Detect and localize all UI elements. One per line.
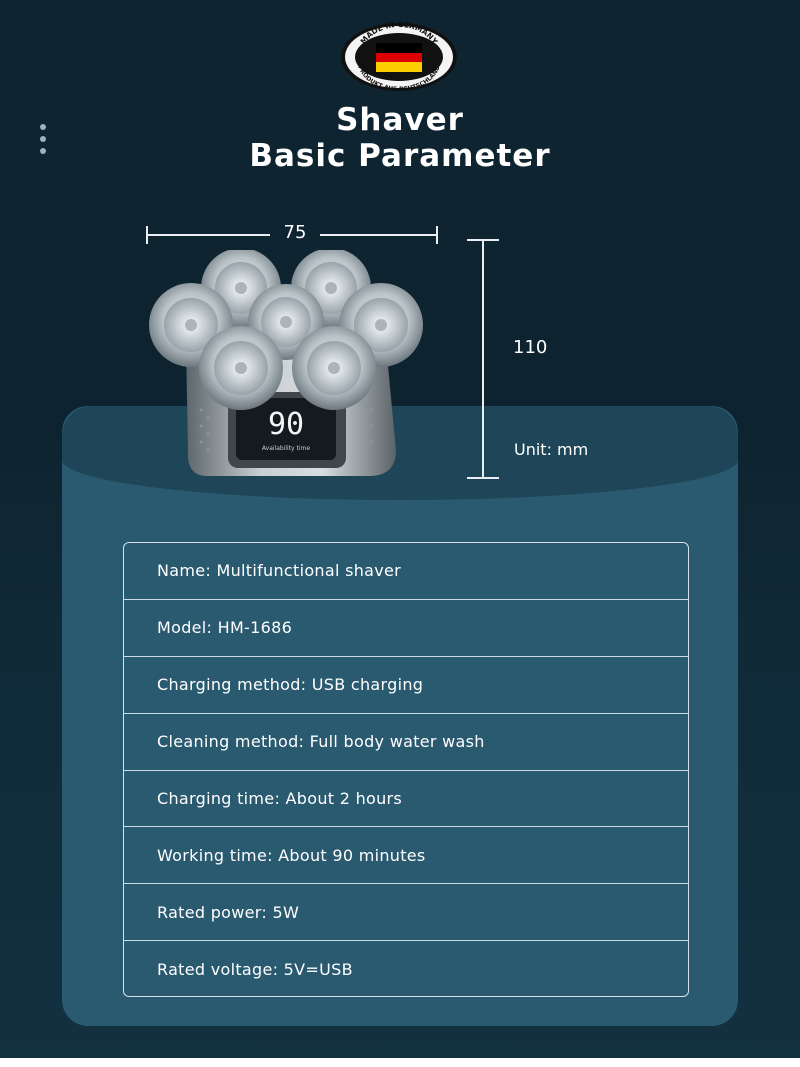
width-tick-right <box>436 226 438 244</box>
width-tick-left <box>146 226 148 244</box>
display-caption: Availability time <box>261 445 311 452</box>
display-value: 90 <box>267 407 305 442</box>
width-label: 75 <box>270 220 320 246</box>
spec-table <box>123 542 689 997</box>
spec-row-model: Model: HM-1686 <box>124 600 688 657</box>
shaver-product-image <box>146 250 426 482</box>
spec-row-charging-time: Charging time: About 2 hours <box>124 771 688 828</box>
bottom-edge <box>0 1058 800 1067</box>
spec-row-working-time: Working time: About 90 minutes <box>124 827 688 884</box>
page-title: Shaver <box>336 102 464 138</box>
height-tick-bottom <box>467 477 499 479</box>
spec-row-rated-power: Rated power: 5W <box>124 884 688 941</box>
spec-row-name: Name: Multifunctional shaver <box>124 543 688 600</box>
spec-row-rated-voltage: Rated voltage: 5V=USB <box>157 960 353 980</box>
spec-row-cleaning-method: Cleaning method: Full body water wash <box>124 714 688 771</box>
height-dimension-line <box>482 239 484 479</box>
unit-label: Unit: mm <box>514 440 589 459</box>
made-in-germany-badge-icon <box>339 21 459 93</box>
badge-top-text: MADE IN GERMANY <box>358 21 440 46</box>
height-tick-top <box>467 239 499 241</box>
page-subtitle: Basic Parameter <box>249 138 551 174</box>
spec-row-charging-method: Charging method: USB charging <box>124 657 688 714</box>
height-label: 110 <box>513 337 548 358</box>
badge-bottom-text: PRODUKT AUS DEUTSCHLAND <box>356 64 442 93</box>
